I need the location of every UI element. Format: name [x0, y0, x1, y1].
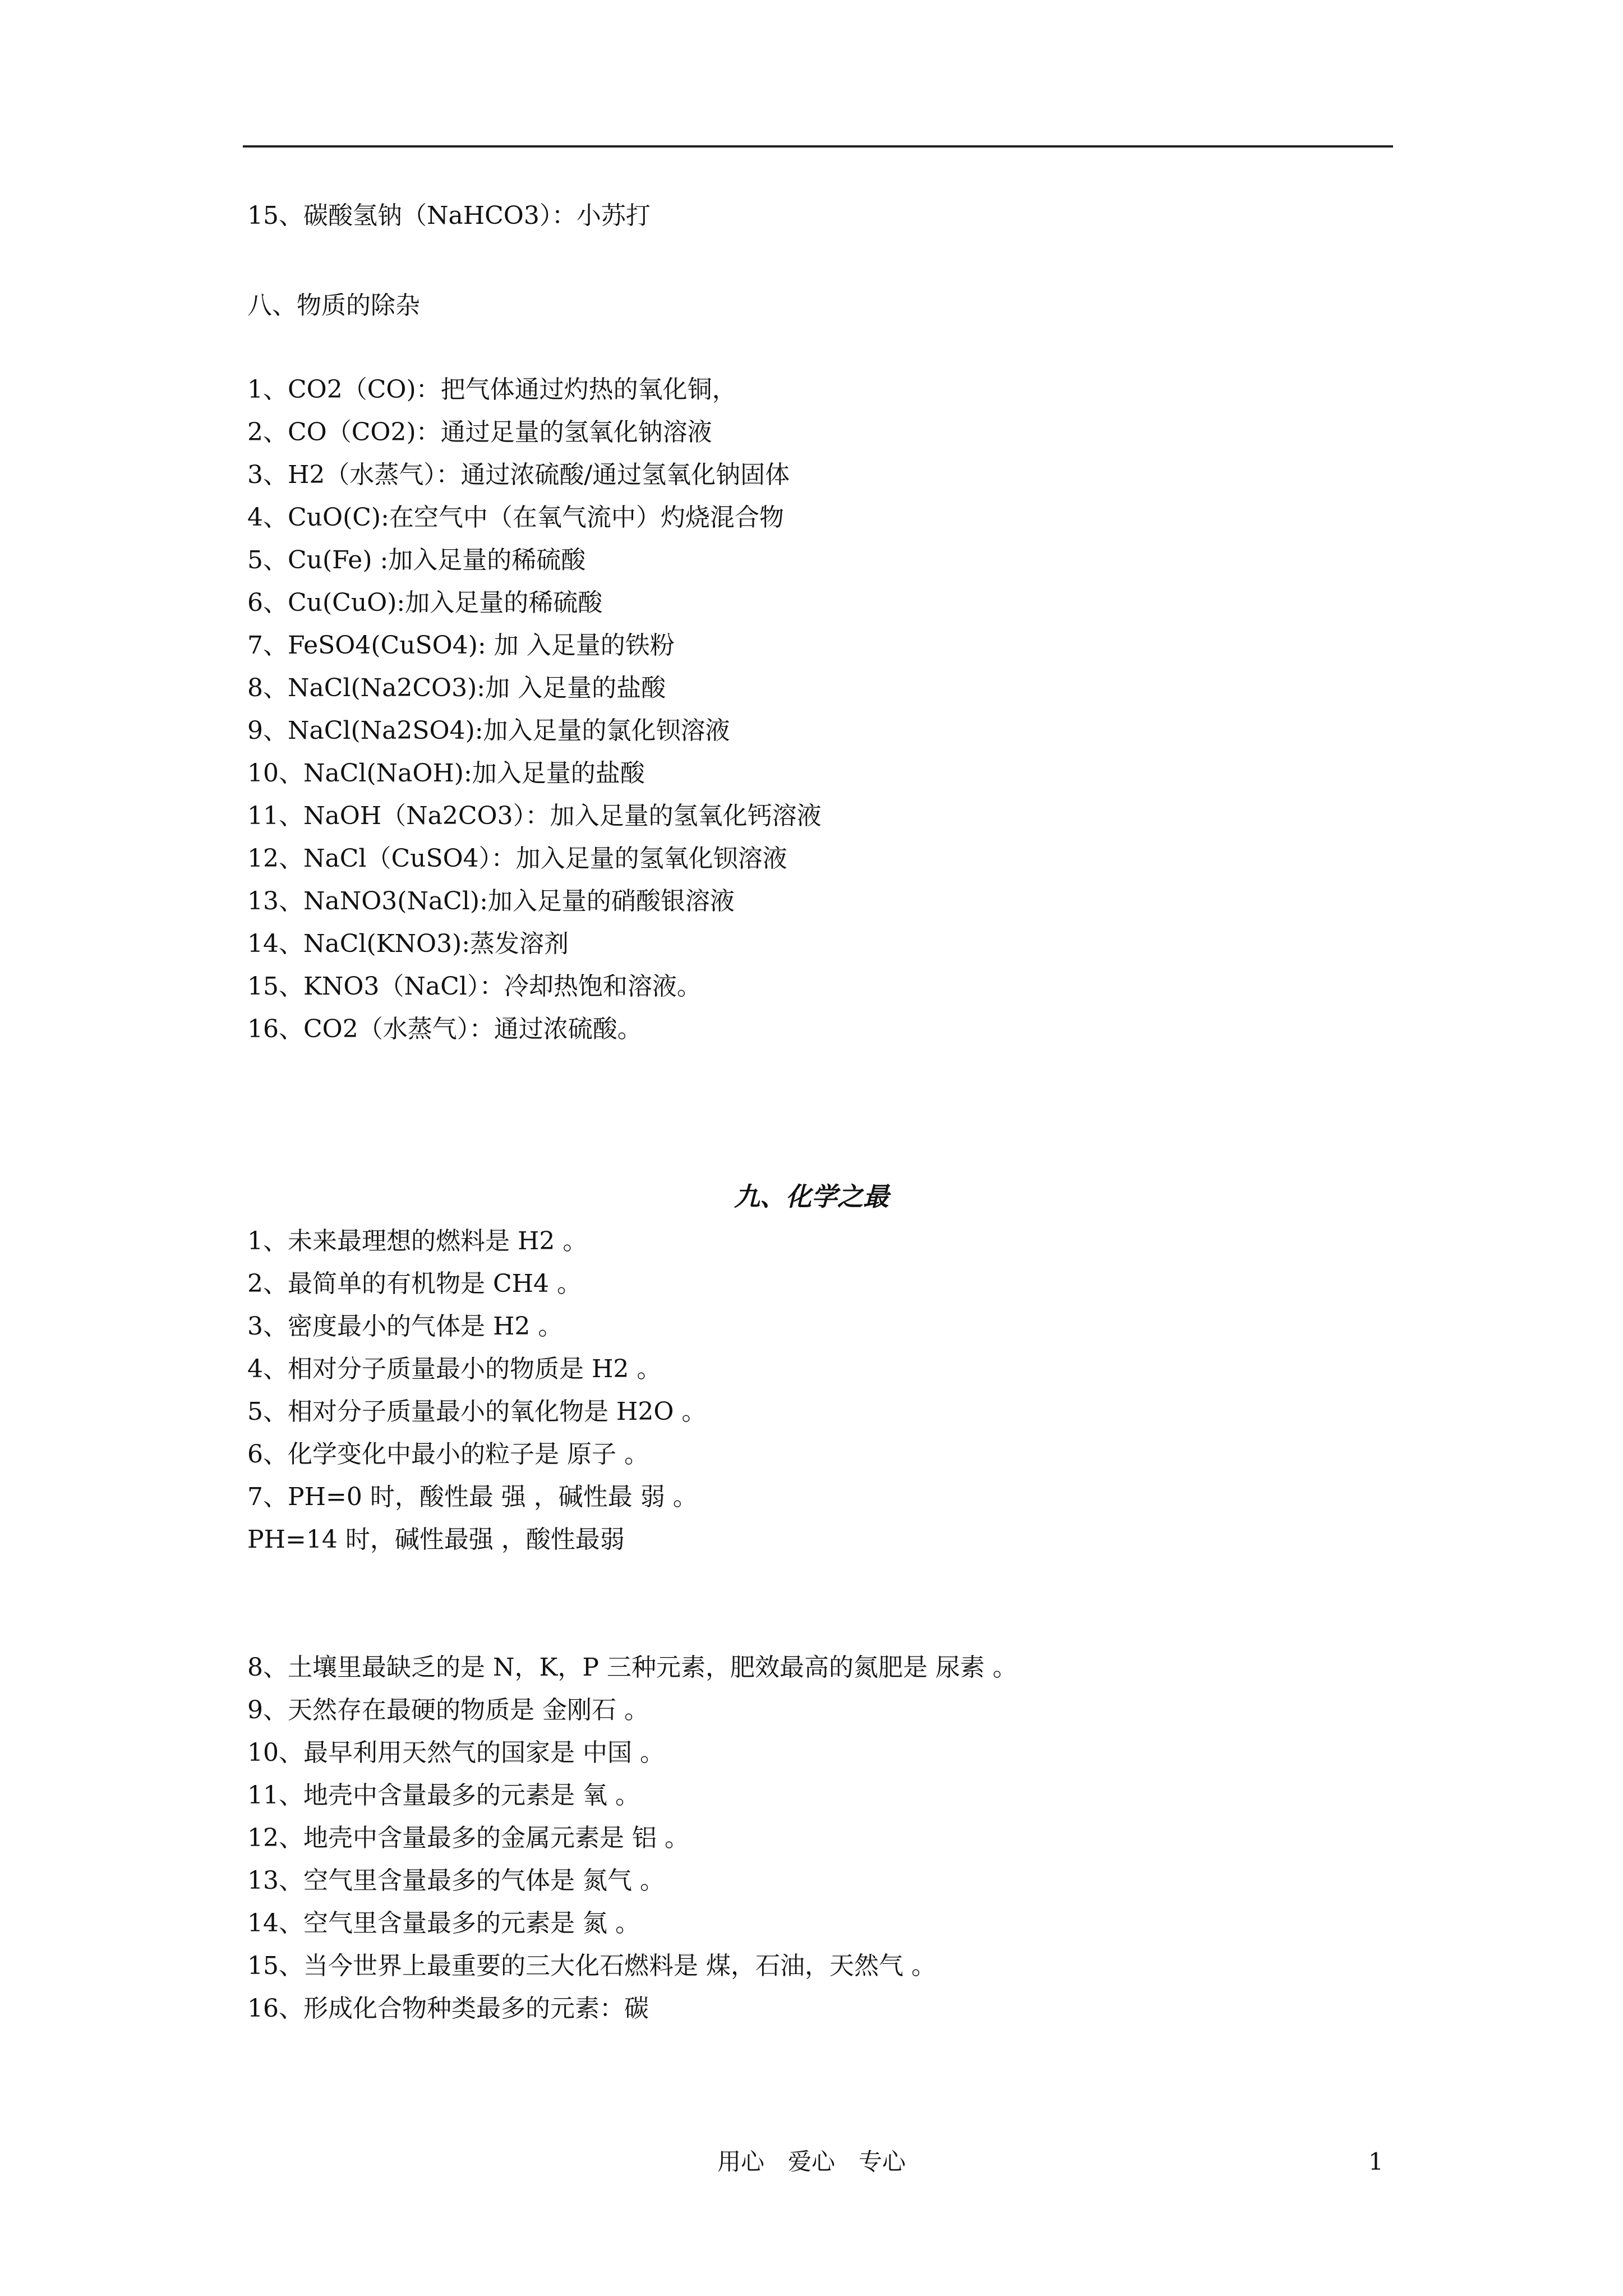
list-item: 3、H2（水蒸气）：通过浓硫酸/通过氢氧化钠固体 — [247, 461, 790, 489]
page-number: 1 — [1368, 2148, 1384, 2175]
list-item: 14、空气里含量最多的元素是 氮 。 — [247, 1909, 640, 1938]
list-item: 10、最早利用天然气的国家是 中国 。 — [247, 1738, 665, 1767]
top-line: 15、碳酸氢钠（NaHCO3）：小苏打 — [247, 201, 651, 230]
list-item: 4、相对分子质量最小的物质是 H2 。 — [247, 1355, 662, 1383]
list-item: 13、NaNO3(NaCl):加入足量的硝酸银溶液 — [247, 887, 735, 915]
list-item: 9、天然存在最硬的物质是 金刚石 。 — [247, 1696, 649, 1724]
footer-motto: 用心 爱心 专心 — [717, 2148, 906, 2175]
list-item: 12、地壳中含量最多的金属元素是 铝 。 — [247, 1824, 689, 1852]
list-item: 13、空气里含量最多的气体是 氮气 。 — [247, 1866, 665, 1895]
list-item: 14、NaCl(KNO3):蒸发溶剂 — [247, 930, 569, 958]
list-item: 2、最简单的有机物是 CH4 。 — [247, 1269, 582, 1298]
list-item: 6、Cu(CuO):加入足量的稀硫酸 — [247, 588, 603, 617]
list-item: 11、地壳中含量最多的元素是 氧 。 — [247, 1781, 640, 1810]
list-item: 5、Cu(Fe) :加入足量的稀硫酸 — [247, 546, 586, 574]
list-item: 7、PH=0 时，酸性最 强 ，碱性最 弱 。 — [247, 1483, 698, 1511]
list-item: PH=14 时，碱性最强 ，酸性最弱 — [247, 1525, 625, 1554]
list-item: 1、未来最理想的燃料是 H2 。 — [247, 1227, 588, 1255]
list-item: 10、NaCl(NaOH):加入足量的盐酸 — [247, 759, 645, 788]
list-item: 4、CuO(C):在空气中（在氧气流中）灼烧混合物 — [247, 503, 784, 532]
list-item: 6、化学变化中最小的粒子是 原子 。 — [247, 1440, 649, 1469]
header-rule — [243, 145, 1393, 148]
list-item: 9、NaCl(Na2SO4):加入足量的氯化钡溶液 — [247, 716, 730, 745]
list-item: 15、KNO3（NaCl）：冷却热饱和溶液。 — [247, 972, 702, 1001]
list-item: 8、NaCl(Na2CO3):加 入足量的盐酸 — [247, 674, 666, 702]
list-item: 5、相对分子质量最小的氧化物是 H2O 。 — [247, 1397, 707, 1426]
list-item: 16、形成化合物种类最多的元素：碳 — [247, 1994, 649, 2023]
list-item: 15、当今世界上最重要的三大化石燃料是 煤，石油，天然气 。 — [247, 1952, 936, 1980]
list-item: 7、FeSO4(CuSO4): 加 入足量的铁粉 — [247, 631, 675, 660]
list-item: 8、土壤里最缺乏的是 N，K，P 三种元素，肥效最高的氮肥是 尿素 。 — [247, 1653, 1017, 1682]
list-item: 16、CO2（水蒸气）：通过浓硫酸。 — [247, 1015, 642, 1043]
list-item: 1、CO2（CO)：把气体通过灼热的氧化铜， — [247, 375, 737, 404]
list-item: 2、CO（CO2)：通过足量的氢氧化钠溶液 — [247, 418, 712, 447]
section-8-title: 八、物质的除杂 — [247, 291, 420, 320]
list-item: 11、NaOH（Na2CO3）：加入足量的氢氧化钙溶液 — [247, 802, 822, 830]
section-9-title: 九、化学之最 — [734, 1181, 889, 1212]
list-item: 3、密度最小的气体是 H2 。 — [247, 1312, 563, 1341]
list-item: 12、NaCl（CuSO4）：加入足量的氢氧化钡溶液 — [247, 844, 787, 873]
